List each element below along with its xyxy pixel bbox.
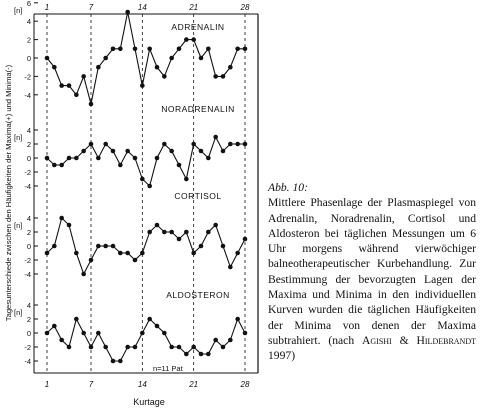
data-point xyxy=(52,324,57,329)
data-point xyxy=(89,142,94,147)
data-point xyxy=(45,156,50,161)
data-point xyxy=(228,265,233,270)
data-point xyxy=(59,338,64,343)
data-point xyxy=(89,258,94,263)
data-point xyxy=(184,37,189,42)
x-tick-label-bottom: 7 xyxy=(88,380,94,389)
data-point xyxy=(199,352,204,357)
y-tick-label: -2 xyxy=(24,343,31,352)
data-point xyxy=(133,345,138,350)
y-tick-label: 4 xyxy=(26,301,31,310)
data-point xyxy=(169,56,174,61)
data-point xyxy=(59,163,64,168)
x-tick-label-top: 21 xyxy=(189,3,199,12)
data-point xyxy=(243,331,248,336)
x-tick-label-top: 1 xyxy=(44,3,50,12)
data-point xyxy=(191,142,196,147)
data-point xyxy=(213,74,218,79)
data-point xyxy=(213,135,218,140)
data-point xyxy=(125,10,130,15)
data-point xyxy=(199,244,204,249)
data-point xyxy=(155,324,160,329)
y-tick-label: -4 xyxy=(24,270,31,279)
data-point xyxy=(118,251,123,256)
y-tick-label: 4 xyxy=(26,214,31,223)
data-point xyxy=(147,184,152,189)
data-point xyxy=(235,142,240,147)
data-point xyxy=(221,244,226,249)
data-point xyxy=(111,149,116,154)
data-point xyxy=(221,149,226,154)
unit-label: [n] xyxy=(14,133,23,142)
x-tick-label-top: 28 xyxy=(240,3,250,12)
data-point xyxy=(111,244,116,249)
data-point xyxy=(52,163,57,168)
data-point xyxy=(140,83,145,88)
data-point xyxy=(89,102,94,107)
data-point xyxy=(133,258,138,263)
data-point xyxy=(125,251,130,256)
data-point xyxy=(74,317,79,322)
data-point xyxy=(221,345,226,350)
data-point xyxy=(96,331,101,336)
data-point xyxy=(191,345,196,350)
y-tick-label: -4 xyxy=(24,182,31,191)
data-point xyxy=(111,359,116,364)
x-tick-label-bottom: 14 xyxy=(137,380,147,389)
figure-caption xyxy=(268,180,476,364)
data-point xyxy=(118,47,123,52)
panel-title: ALDOSTERON xyxy=(166,290,230,300)
data-point xyxy=(140,177,145,182)
data-point xyxy=(155,156,160,161)
data-point xyxy=(111,47,116,52)
data-point xyxy=(118,359,123,364)
x-tick-label-top: 14 xyxy=(137,3,147,12)
data-point xyxy=(221,74,226,79)
data-point xyxy=(235,251,240,256)
x-tick-label-bottom: 28 xyxy=(240,380,250,389)
y-tick-label: 6 xyxy=(26,0,31,8)
y-tick-label: -2 xyxy=(24,256,31,265)
data-point xyxy=(133,156,138,161)
caption-authors: Agishi & Hildebrandt xyxy=(362,333,476,347)
data-point xyxy=(125,345,130,350)
data-point xyxy=(155,223,160,228)
data-point xyxy=(81,331,86,336)
data-point xyxy=(81,272,86,277)
data-point xyxy=(52,65,57,70)
data-point xyxy=(162,142,167,147)
data-point xyxy=(199,56,204,61)
data-point xyxy=(103,56,108,61)
data-point xyxy=(169,149,174,154)
data-point xyxy=(199,149,204,154)
data-point xyxy=(177,345,182,350)
data-point xyxy=(67,345,72,350)
data-point xyxy=(213,223,218,228)
unit-label: [n] xyxy=(14,5,23,15)
data-point xyxy=(177,237,182,242)
data-point xyxy=(147,230,152,235)
data-point xyxy=(235,47,240,52)
data-point xyxy=(228,65,233,70)
panel-title: NORADRENALIN xyxy=(161,104,235,114)
data-point xyxy=(45,331,50,336)
data-point xyxy=(74,93,79,98)
data-point xyxy=(177,163,182,168)
y-tick-label: 0 xyxy=(26,54,31,63)
data-point xyxy=(235,317,240,322)
data-point xyxy=(191,37,196,42)
data-point xyxy=(228,338,233,343)
data-point xyxy=(52,244,57,249)
data-point xyxy=(147,317,152,322)
unit-label: [n] xyxy=(14,308,23,317)
unit-label: [n] xyxy=(14,221,23,230)
series-line xyxy=(47,137,245,186)
y-tick-label: -2 xyxy=(24,168,31,177)
data-point xyxy=(67,223,72,228)
y-tick-label: 2 xyxy=(26,35,31,45)
data-point xyxy=(81,149,86,154)
data-point xyxy=(140,331,145,336)
data-point xyxy=(243,142,248,147)
data-point xyxy=(184,230,189,235)
panel-title: CORTISOL xyxy=(174,191,222,201)
y-tick-label: 2 xyxy=(26,228,31,237)
y-tick-label: 0 xyxy=(26,154,31,163)
y-tick-label: 4 xyxy=(26,17,31,27)
data-point xyxy=(184,352,189,357)
y-tick-label: -4 xyxy=(24,357,31,366)
data-point xyxy=(67,83,72,88)
data-point xyxy=(162,331,167,336)
data-point xyxy=(133,47,138,52)
data-point xyxy=(67,156,72,161)
y-tick-label: 0 xyxy=(26,242,31,251)
y-axis-label: Tagesunterschiede zwischen den Häufigkeiten der Maxima(+) und Minima(-) xyxy=(4,64,13,322)
data-point xyxy=(59,83,64,88)
y-tick-label: 2 xyxy=(26,140,31,149)
panel-title: ADRENALIN xyxy=(171,22,225,32)
y-tick-label: 2 xyxy=(26,315,31,324)
caption-title: Abb. 10: xyxy=(268,181,308,194)
y-tick-label: -4 xyxy=(24,90,31,100)
x-tick-label-bottom: 1 xyxy=(44,380,50,389)
data-point xyxy=(96,65,101,70)
data-point xyxy=(206,156,211,161)
annotation-label: n=11 Pat xyxy=(153,364,183,373)
data-point xyxy=(243,47,248,52)
y-tick-label: 0 xyxy=(26,329,31,338)
y-tick-label: -2 xyxy=(24,72,31,82)
caption-body: Mittlere Phasenlage der Plasmaspiegel von Adrenalin, Noradrenalin, Cortisol und Aldosteron bei täglichen Messungen um 6 Uhr morgens während vierwöchiger balneotherapeutischer Kurbehandlung. Zur Bestimmung der bevorzugten Lagen der Maxima und Minima in den individuellen Kurven wurden die täglichen Häufigkeiten der Minima von denen der Maxima subtrahiert. (nach xyxy=(268,196,476,347)
data-point xyxy=(45,56,50,61)
data-point xyxy=(103,142,108,147)
data-point xyxy=(81,74,86,79)
data-point xyxy=(155,65,160,70)
data-point xyxy=(45,251,50,256)
data-point xyxy=(191,251,196,256)
data-point xyxy=(206,47,211,52)
data-point xyxy=(184,177,189,182)
data-point xyxy=(96,244,101,249)
x-tick-label-bottom: 21 xyxy=(189,380,199,389)
data-point xyxy=(96,156,101,161)
data-point xyxy=(228,142,233,147)
data-point xyxy=(206,230,211,235)
data-point xyxy=(169,345,174,350)
caption-year: 1997) xyxy=(268,349,296,363)
x-axis-label: Kurtage xyxy=(133,397,165,407)
data-point xyxy=(169,230,174,235)
data-point xyxy=(103,244,108,249)
data-point xyxy=(103,345,108,350)
x-tick-label-top: 7 xyxy=(88,3,94,12)
data-point xyxy=(74,251,79,256)
data-point xyxy=(89,345,94,350)
y-tick-label: 4 xyxy=(26,126,31,135)
data-point xyxy=(162,230,167,235)
data-point xyxy=(74,156,79,161)
data-point xyxy=(125,149,130,154)
data-point xyxy=(147,47,152,52)
data-point xyxy=(140,251,145,256)
data-point xyxy=(177,47,182,52)
data-point xyxy=(206,352,211,357)
data-point xyxy=(243,237,248,242)
data-point xyxy=(162,74,167,79)
data-point xyxy=(213,338,218,343)
data-point xyxy=(118,163,123,168)
data-point xyxy=(59,216,64,221)
